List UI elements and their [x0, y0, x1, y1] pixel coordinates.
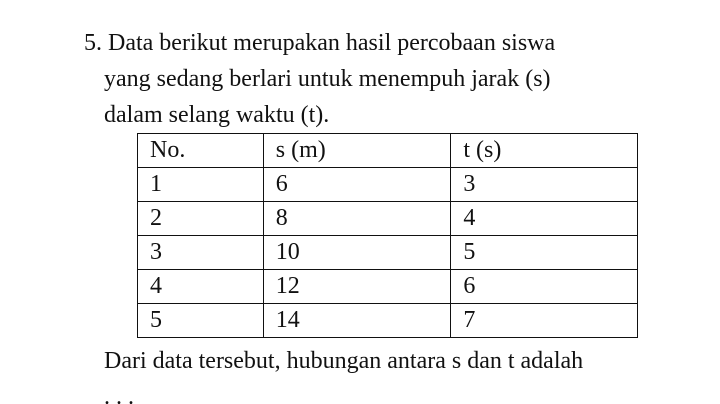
cell-time: 6	[451, 270, 638, 304]
cell-no: 5	[138, 304, 264, 338]
closing-line-1: Dari data tersebut, hubungan antara s dan t adalah	[104, 348, 584, 374]
question-line-1	[84, 25, 684, 61]
cell-no: 4	[138, 270, 264, 304]
cell-time: 5	[451, 236, 638, 270]
header-no: No.	[138, 134, 264, 168]
table-row	[138, 202, 638, 236]
header-distance: s (m)	[263, 134, 451, 168]
cell-time: 3	[451, 168, 638, 202]
question-line-3: dalam selang waktu (t).	[104, 102, 330, 128]
cell-no: 3	[138, 236, 264, 270]
cell-distance: 8	[263, 202, 451, 236]
cell-distance: 14	[263, 304, 451, 338]
question-line-2: yang sedang berlari untuk menempuh jarak (s)	[104, 66, 551, 92]
table-row	[138, 304, 638, 338]
cell-distance: 6	[263, 168, 451, 202]
cell-no: 2	[138, 202, 264, 236]
question-text	[84, 25, 684, 133]
table-row	[138, 236, 638, 270]
table-row	[138, 168, 638, 202]
cell-distance: 12	[263, 270, 451, 304]
closing-text	[104, 343, 704, 404]
closing-ellipsis: . . .	[104, 384, 134, 404]
cell-distance: 10	[263, 236, 451, 270]
table-row	[138, 270, 638, 304]
data-table	[137, 133, 638, 338]
cell-no: 1	[138, 168, 264, 202]
cell-time: 4	[451, 202, 638, 236]
cell-time: 7	[451, 304, 638, 338]
table-header-row	[138, 134, 638, 168]
header-time: t (s)	[451, 134, 638, 168]
question-line-1-text: Data berikut merupakan hasil percobaan siswa	[108, 30, 556, 56]
question-number: 5.	[84, 30, 102, 56]
